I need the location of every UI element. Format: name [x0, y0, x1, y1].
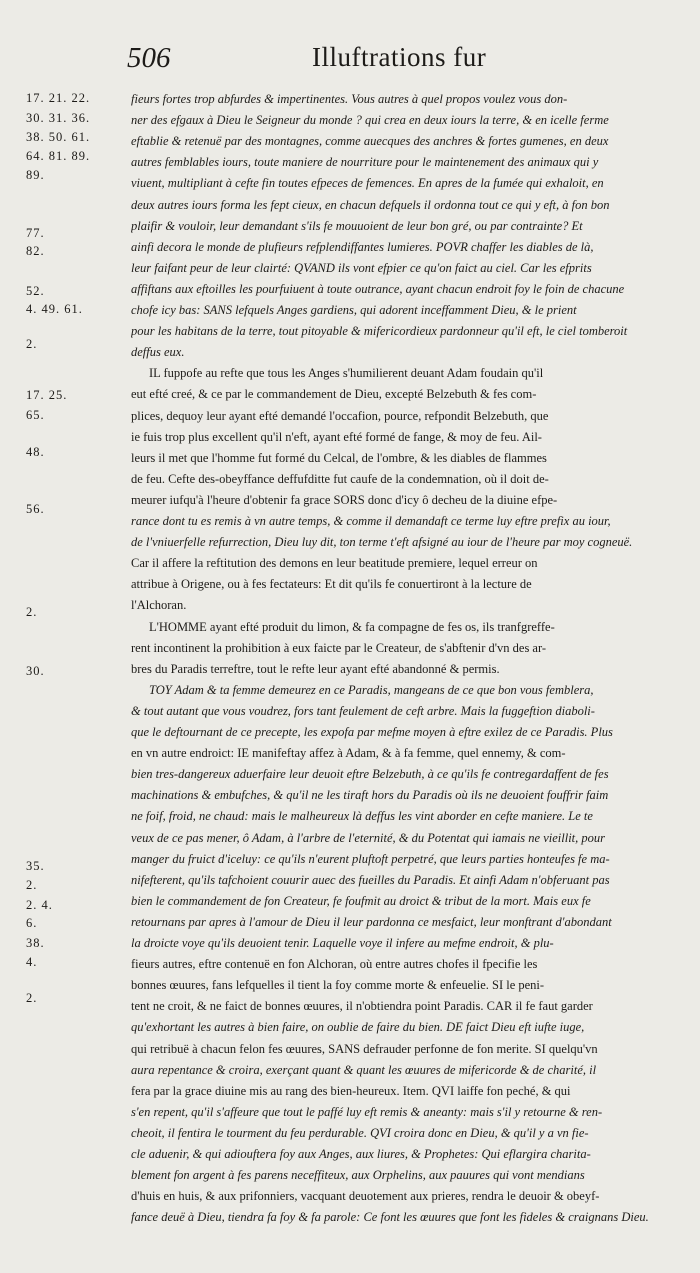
- text-line: blement fon argent à fes parens neceffiteux, aux Orphelins, aux pauures qui vont mendians: [131, 1168, 585, 1183]
- text-line: en vn autre endroict: IE manifeftay affez à Adam, & à fa femme, quel ennemy, & com-: [131, 746, 566, 761]
- text-line: ner des efgaux à Dieu le Seigneur du monde ? qui crea en deux iours la terre, & en icelle ferme: [131, 113, 609, 128]
- running-title: Illuftrations fur: [312, 42, 487, 72]
- text-line: cheoit, il fentira le tourment du feu perdurable. QVI croira donc en Dieu, & qu'il y a vn fie-: [131, 1125, 589, 1140]
- margin-reference: 48.: [26, 445, 45, 459]
- text-line: machinations & embufches, & qu'il ne les tiraft hors du Paradis où ils ne deuoient fouffrir faim: [131, 788, 609, 803]
- text-line: bonnes œuures, fans lefquelles il tient la foy comme morte & enfeuelie. SI le peni-: [131, 978, 545, 993]
- text-line: la droicte voye qu'ils deuoient tenir. Laquelle voye il infere au mefme endroit, & plu-: [131, 936, 554, 950]
- text-line: fieurs fortes trop abfurdes & impertinentes. Vous autres à quel propos voulez vous don-: [131, 92, 568, 106]
- margin-reference: 65.: [26, 408, 45, 422]
- text-line: s'en repent, qu'il s'affeure que tout le paffé luy eft remis & aneanty: mais s'il y retourne & ren-: [131, 1104, 603, 1119]
- text-line: l'Alchoran.: [131, 598, 187, 613]
- text-line: rent incontinent la prohibition à eux faicte par le Createur, de s'abftenir d'vn des ar-: [131, 640, 547, 655]
- margin-reference: 2. 4.: [26, 898, 53, 912]
- margin-reference: 89.: [26, 168, 45, 182]
- text-line: fance deuë à Dieu, tiendra fa foy & fa parole: Ce font les œuures que font les fideles & craignans Dieu.: [131, 1210, 649, 1225]
- margin-references: [0, 0, 118, 1273]
- text-line: retournans par apres à l'amour de Dieu il leur pardonna ce mesfaict, leur monftrant d'abondant: [131, 914, 612, 929]
- margin-reference: 2.: [26, 991, 38, 1005]
- text-line: bres du Paradis terreftre, tout le refte leur ayant efté abandonné & permis.: [131, 661, 500, 676]
- text-line: qu'exhortant les autres à bien faire, on oublie de faire du bien. DE faict Dieu eft iufte iuge,: [131, 1020, 585, 1035]
- text-line: cle aduenir, & qui adiouftera foy aux Anges, aux liures, & Prophetes: Qui eflargira charita-: [131, 1147, 591, 1161]
- text-line: IL fuppofe au refte que tous les Anges s'humilierent deuant Adam foudain qu'il: [149, 366, 544, 381]
- text-line: affiftans aux eftoilles les pourfuiuent à toute outrance, ayant chacun endroit foy le foin de chacune: [131, 281, 625, 296]
- margin-reference: 2.: [26, 878, 38, 892]
- margin-reference: 4.: [26, 955, 38, 969]
- text-line: plices, dequoy leur ayant efté demandé l'occafion, pource, refpondit Belzebuth, que: [131, 408, 549, 423]
- margin-reference: 4. 49. 61.: [26, 302, 83, 316]
- text-line: TOY Adam & ta femme demeurez en ce Paradis, mangeans de ce que bon vous femblera,: [149, 682, 594, 697]
- text-line: de l'vniuerfelle refurrection, Dieu luy dit, ton terme t'eft afsigné au iour de l'heure par moy cogneuë.: [131, 535, 633, 550]
- margin-reference: 17. 21. 22.: [26, 91, 91, 105]
- text-line: Car il affere la reftitution des demons en leur beatitude premiere, lequel erreur on: [131, 556, 538, 571]
- margin-reference: 38.: [26, 936, 45, 950]
- text-line: viuent, multipliant à cefte fin toutes efpeces de femences. En apres de la fumée qui exhaloit, en: [131, 176, 604, 191]
- text-line: eut efté creé, & ce par le commandement de Dieu, excepté Belzebuth & fes com-: [131, 387, 537, 402]
- margin-reference: 77.: [26, 226, 45, 240]
- text-line: meurer iufqu'à l'heure d'obtenir fa grace SORS donc d'icy ô decheu de la diuine efpe-: [131, 492, 558, 507]
- text-line: qui retribuë à chacun felon fes œuures, SANS defrauder perfonne de fon merite. SI quelqu'vn: [131, 1041, 598, 1056]
- text-line: fera par la grace diuine mis au rang des bien-heureux. Item. QVI laiffe fon peché, & qui: [131, 1083, 571, 1098]
- text-line: ie fuis trop plus excellent qu'il n'eft, ayant efté formé de fange, & moy de feu. Ail-: [131, 429, 542, 444]
- margin-reference: 56.: [26, 502, 45, 516]
- margin-reference: 35.: [26, 859, 45, 873]
- text-line: L'HOMME ayant efté produit du limon, & fa compagne de fes os, ils tranfgreffe-: [149, 619, 555, 634]
- text-line: que le deftournant de ce precepte, les expofa par mefme moyen à eftre exilez de ce Paradis. Plus: [131, 725, 613, 739]
- text-line: & tout autant que vous voudrez, fors tant feulement de ceft arbre. Mais la fuggeftion diaboli-: [131, 703, 595, 718]
- text-line: nifefterent, qu'ils tafchoient couurir auec des fueilles du Paradis. Et ainfi Adam n'obferuant pas: [131, 872, 610, 887]
- margin-reference: 38. 50. 61.: [26, 130, 91, 144]
- text-line: de feu. Cefte des-obeyffance deffufditte fut caufe de la condemnation, où il doit de-: [131, 471, 549, 486]
- text-line: ainfi decora le monde de plufieurs refplendiffantes lumieres. POVR chaffer les diables de là,: [131, 239, 594, 254]
- margin-reference: 30.: [26, 664, 45, 678]
- text-line: eftablie & retenuë par des montagnes, comme auecques des anchres & fortes gumenes, en deux: [131, 134, 609, 149]
- text-line: pour les habitans de la terre, tout pitoyable & mifericordieux pardonneur qu'il eft, le ciel tomberoit: [131, 324, 628, 339]
- text-line: d'huis en huis, & aux prifonniers, vacquant deuotement aux prieres, rendra le deuoir & obeyf-: [131, 1189, 600, 1204]
- margin-reference: 6.: [26, 916, 38, 930]
- margin-reference: 2.: [26, 337, 38, 351]
- text-line: aura repentance & croira, exerçant quant & quant les œuures de mifericorde & de charité, il: [131, 1062, 597, 1077]
- text-line: ne foif, froid, ne chaud: mais le malheureux là deffus les vint aborder en cefte maniere. Le te: [131, 809, 593, 824]
- margin-reference: 52.: [26, 284, 45, 298]
- text-line: attribue à Origene, ou à fes fectateurs: Et dit qu'ils fe conuertiront à la lecture de: [131, 577, 532, 592]
- text-line: deffus eux.: [131, 345, 185, 360]
- text-line: plaifir & vouloir, leur demandant s'ils fe mouuoient de leur bon gré, ou par contrainte? Et: [131, 218, 583, 233]
- text-line: deux autres iours forma les fept cieux, en chacun defquels il ordonna tout ce qui y eft, à fon bon: [131, 197, 610, 212]
- margin-reference: 64. 81. 89.: [26, 149, 91, 163]
- text-line: leur faifant peur de leur clairté: QVAND ils vont efpier ce qu'on faict au ciel. Car les efprits: [131, 260, 592, 275]
- text-line: veux de ce pas mener, ô Adam, à l'arbre de l'eternité, & du Potentat qui iamais ne vieillit, pour: [131, 830, 606, 845]
- text-line: chofe icy bas: SANS lefquels Anges gardiens, qui adorent inceffamment Dieu, & le prient: [131, 303, 577, 317]
- text-line: tent ne croit, & ne faict de bonnes œuures, il n'obtiendra point Paradis. CAR il fe faut garder: [131, 999, 593, 1014]
- margin-reference: 30. 31. 36.: [26, 111, 91, 125]
- text-line: manger du fruict d'iceluy: ce qu'ils n'eurent pluftoft perpetré, que leurs parties honteufes fe ma-: [131, 851, 610, 866]
- margin-reference: 17. 25.: [26, 388, 68, 402]
- text-line: leurs il met que l'homme fut formé du Celcal, de l'ombre, & les diables de flammes: [131, 450, 547, 465]
- body-text: [131, 89, 681, 1259]
- margin-reference: 2.: [26, 605, 38, 619]
- text-line: rance dont tu es remis à vn autre temps, & comme il demandaft ce terme luy eftre prefix au iour,: [131, 514, 611, 528]
- margin-reference: 82.: [26, 244, 45, 258]
- text-line: bien le commandement de fon Createur, fe foufmit au droict & tribut de la mort. Mais eux fe: [131, 893, 591, 908]
- text-line: bien tres-dangereux aduerfaire leur deuoit eftre Belzebuth, à ce qu'ils fe contregardaffent de fes: [131, 767, 609, 782]
- text-line: autres femblables iours, toute maniere de nourriture pour le maintenement des animaux qui y: [131, 155, 599, 170]
- page-number: 506: [127, 42, 171, 74]
- text-line: fieurs autres, eftre contenuë en fon Alchoran, où entre autres chofes il fpecifie les: [131, 957, 538, 972]
